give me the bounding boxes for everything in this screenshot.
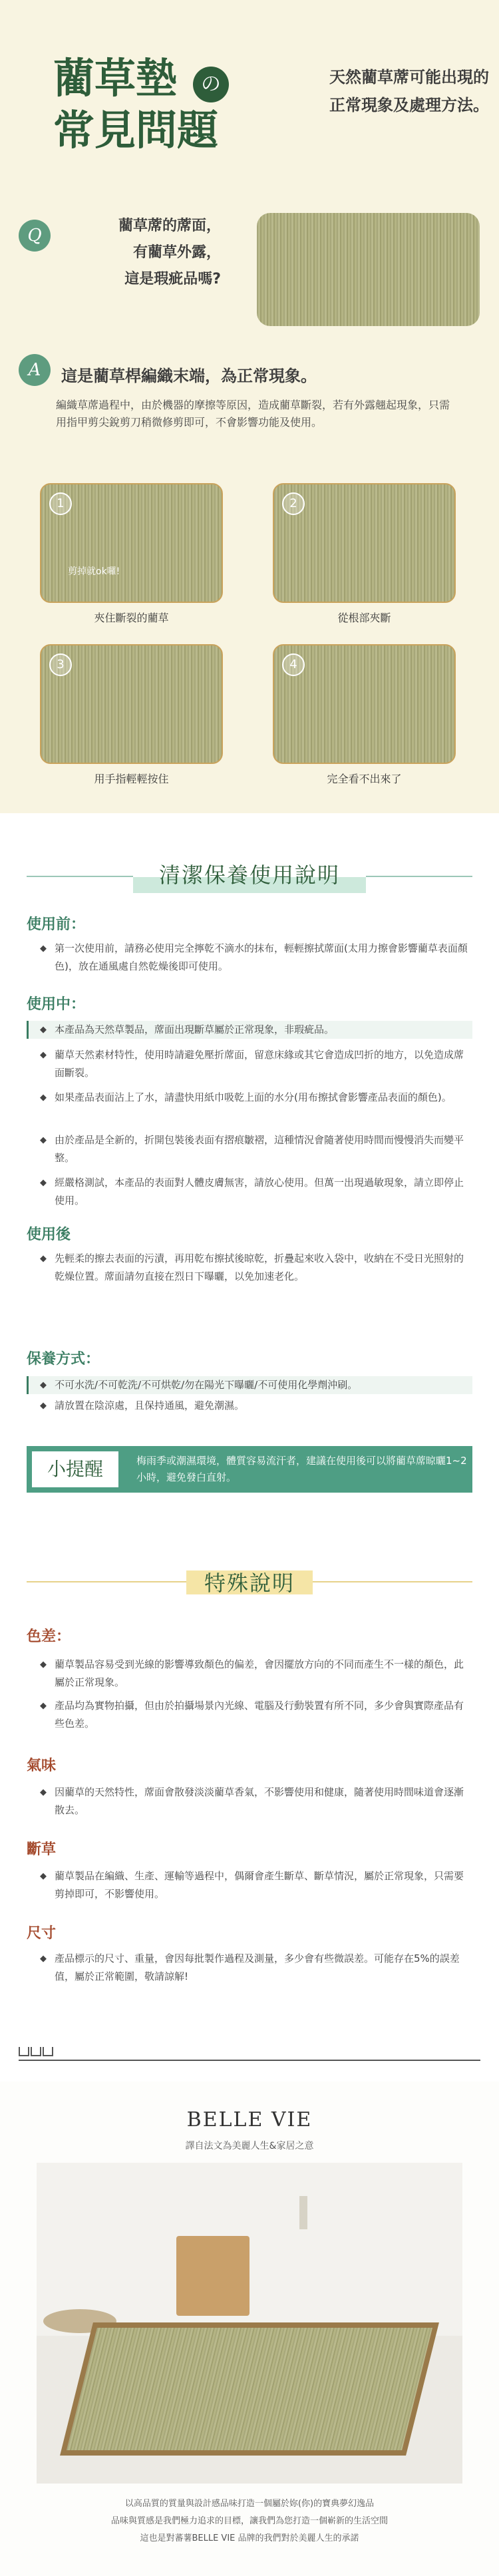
question-text: [61, 213, 221, 293]
step-photo-1: [40, 483, 223, 603]
step-caption-4: 完全看不出來了: [327, 773, 402, 785]
step-caption-1: 夾住斷裂的藺草: [94, 612, 169, 624]
brand-name: BELLE VIE: [186, 2108, 313, 2131]
house-icon: [43, 2047, 53, 2056]
list-item: ◆ 如果產品表面沾上了水，請盡快用紙巾吸乾上面的水分(用布擦拭會影響產品表面的顏色)。: [40, 1089, 472, 1107]
list-item: ◆ 不可水洗/不可乾洗/不可烘乾/勿在陽光下曝曬/不可使用化學劑沖刷。: [40, 1376, 472, 1394]
footer-line: 以高品質的質量與設計感品味打造一個屬於妳(你)的寶典夢幻逸品: [124, 2499, 375, 2509]
tip-text: 梅雨季或潮濕環境，體質容易流汗者，建議在使用後可以將藺草蓆晾曬1~2小時，避免發白直射。: [136, 1455, 467, 1483]
plant-decor: [299, 2196, 307, 2229]
step-photo-4: [273, 644, 456, 764]
list-item: ◆ 第一次使用前，請務必使用完全擰乾不滴水的抹布，輕輕擦拭蓆面(太用力擦會影響藺草表面顏色)，放在通風處自然乾燥後即可使用。: [40, 940, 472, 976]
list-item: ◆ 經嚴格測試，本產品的表面對人體皮膚無害，請放心使用。但萬一出現過敏現象，請立即停止使用。: [40, 1174, 472, 1210]
step-number: 4: [282, 653, 305, 676]
house-icons: [19, 2047, 53, 2056]
question-line: 這是瑕疵品嗎?: [124, 271, 221, 287]
step-note: 剪掉就ok囉!: [68, 566, 120, 577]
special-title: 特殊說明: [204, 1570, 295, 1596]
list-item: ◆ 產品標示的尺寸、重量，會因每批製作過程及測量，多少會有些微誤差。可能存在5%的誤差值，屬於正常範圍，敬請諒解!: [40, 1950, 472, 1986]
question-line: 有藺草外露，: [132, 244, 221, 261]
answer-description: 編織草蓆過程中，由於機器的摩擦等原因，造成藺草斷裂，若有外露翹起現象，只需用指甲剪尖銳剪刀稍微修剪即可，不會影響功能及使用。: [56, 399, 450, 429]
hero-subtitle-2: 正常現象及處理方法。: [329, 96, 489, 114]
divider: [27, 1581, 186, 1582]
divider: [313, 1581, 472, 1582]
list-item: ◆ 因藺草的天然特性，蓆面會散發淡淡藺草香氣，不影響使用和健康，隨著使用時間味道會逐漸散去。: [40, 1783, 472, 1819]
brand-section: [0, 2082, 499, 2576]
step-photo-3: [40, 644, 223, 764]
question-badge: Q: [19, 220, 51, 252]
care-title: 清潔保養使用說明: [158, 862, 340, 888]
house-icon: [31, 2047, 41, 2056]
mat-closeup-image: [257, 213, 480, 326]
footer-line: 這也是對蕃薯BELLE VIE 品牌的我們對於美麗人生的承諾: [140, 2533, 359, 2543]
step-caption-2: 從根部夾斷: [337, 612, 391, 624]
side-table: [176, 2236, 250, 2316]
size-label: 尺寸: [27, 1925, 57, 1942]
hero-title-line1: 藺草墊: [53, 54, 178, 102]
list-item: ◆ 由於產品是全新的，折開包裝後表面有摺痕皺褶，這種情況會隨著使用時間而慢慢消失而變平整。: [40, 1131, 472, 1167]
list-item: ◆ 請放置在陰涼處，且保持通風，避免潮濕。: [40, 1397, 472, 1415]
row-highlight-bar: [27, 1021, 29, 1039]
hero-subtitle: [269, 63, 489, 119]
row-highlight-bar: [27, 1376, 29, 1394]
tatami-mat: [60, 2322, 439, 2456]
step-number: 1: [49, 492, 72, 515]
hero-subtitle-1: 天然藺草蓆可能出現的: [329, 68, 489, 87]
list-item: ◆ 藺草製品在編織、生產、運輸等過程中，偶爾會產生斷草、斷草情況，屬於正常現象，只需要剪掉即可，不影響使用。: [40, 1867, 472, 1903]
before-use-label: 使用前：: [27, 916, 86, 933]
color-diff-label: 色差：: [27, 1628, 71, 1645]
room-wall: [37, 2163, 462, 2336]
tip-label: 小提醒: [32, 1451, 118, 1487]
answer-badge: A: [19, 354, 51, 386]
step-number: 2: [282, 492, 305, 515]
room-image: [37, 2163, 462, 2484]
broken-grass-label: 斷草: [27, 1841, 57, 1858]
brand-footer: [0, 2495, 499, 2547]
divider: [366, 876, 472, 877]
list-item: ◆ 產品均為實物拍攝，但由於拍攝場景內光線、電腦及行動裝置有所不同，多少會與實際產品有些色差。: [40, 1697, 472, 1733]
list-item: ◆ 藺草天然素材特性，使用時請避免壓折蓆面，留意床緣或其它會造成凹折的地方，以免造成蓆面斷裂。: [40, 1046, 472, 1082]
divider: [19, 2060, 480, 2061]
step-number: 3: [49, 653, 72, 676]
after-use-label: 使用後: [27, 1226, 71, 1243]
house-icon: [19, 2047, 29, 2056]
tip-box: [27, 1446, 472, 1493]
step-photo-2: [273, 483, 456, 603]
brand-slogan: 譯自法文為美麗人生&家居之意: [185, 2141, 314, 2151]
hero-circle-no: の: [193, 67, 229, 102]
divider: [27, 876, 133, 877]
question-line: 藺草蓆的蓆面，: [118, 218, 221, 234]
step-caption-3: 用手指輕輕按住: [94, 773, 169, 785]
footer-line: 品味與質感是我們極力追求的目標，讓我們為您打造一個嶄新的生活空間: [110, 2516, 388, 2526]
faq-section: [0, 0, 499, 813]
storage-label: 保養方式：: [27, 1351, 100, 1368]
during-use-label: 使用中：: [27, 996, 86, 1013]
list-item: ◆ 先輕柔的擦去表面的污漬，再用乾布擦拭後晾乾，折疊起來收入袋中，收納在不受日光照射的乾燥位置。蓆面請勿直接在烈日下曝曬，以免加速老化。: [40, 1250, 472, 1286]
answer-headline: 這是藺草桿編織末端，為正常現象。: [61, 367, 317, 385]
hero-title-line2: 常見問題: [53, 106, 219, 154]
list-item: ◆ 本產品為天然草製品，蓆面出現斷草屬於正常現象，非瑕疵品。: [40, 1021, 472, 1039]
smell-label: 氣味: [27, 1757, 57, 1774]
list-item: ◆ 藺草製品容易受到光線的影響導致顏色的偏差，會因擺放方向的不同而產生不一樣的顏色，此屬於正常現象。: [40, 1656, 472, 1692]
